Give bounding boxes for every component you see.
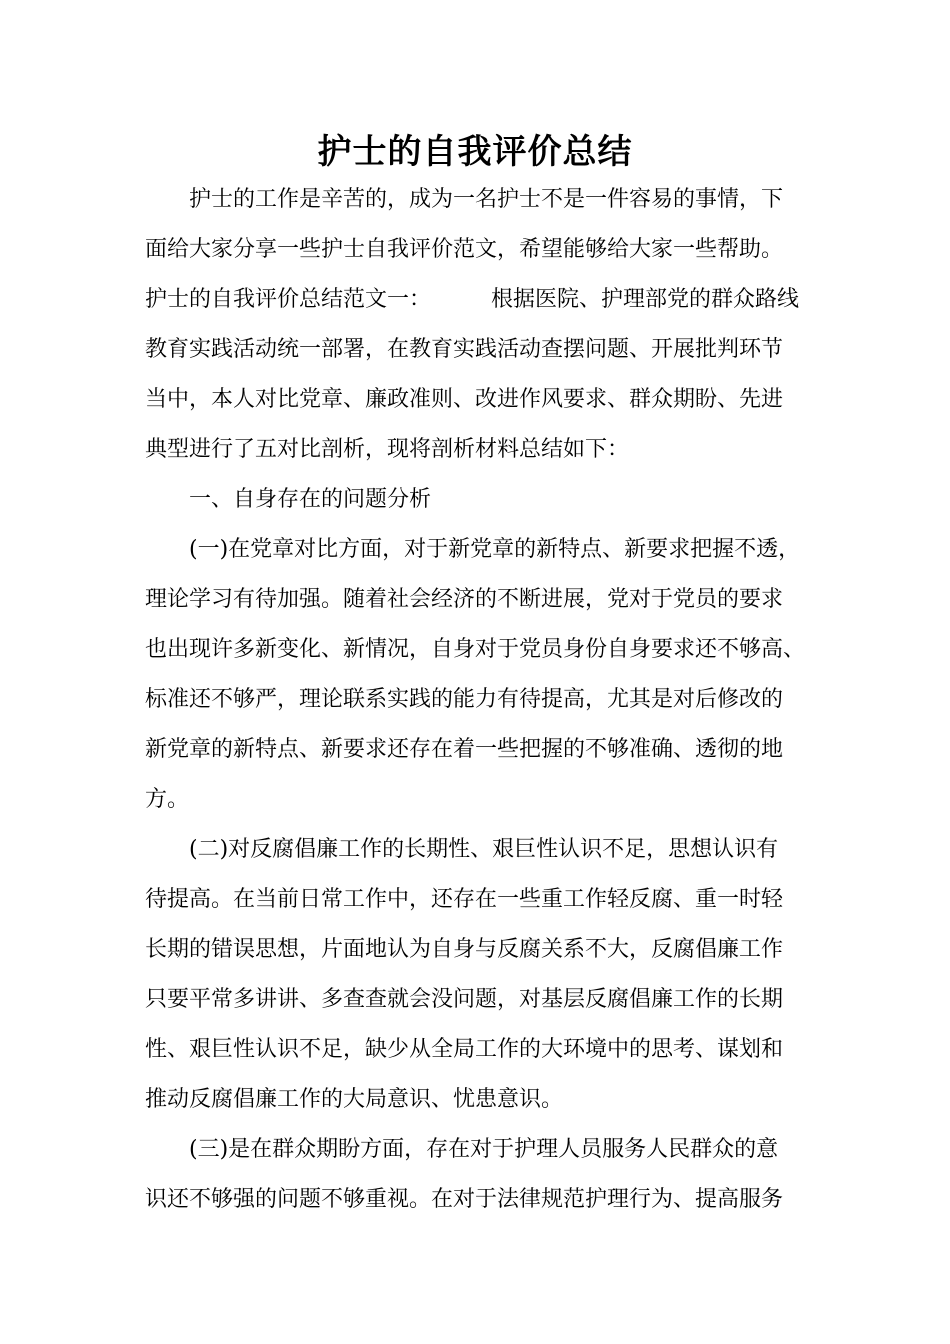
text-line: 新党章的新特点、新要求还存在着一些把握的不够准确、透彻的地 [145, 737, 784, 762]
section-heading: 一、自身存在的问题分析 [189, 487, 432, 512]
text-line: (二)对反腐倡廉工作的长期性、艰巨性认识不足，思想认识有 [189, 837, 779, 862]
text-line: 也出现许多新变化、新情况，自身对于党员身份自身要求还不够高、 [145, 637, 806, 662]
text-span: 根据医院、护理部党的群众路线 [491, 287, 800, 312]
text-line: 教育实践活动统一部署，在教育实践活动查摆问题、开展批判环节 [145, 337, 784, 362]
text-line: 方。 [145, 787, 190, 812]
text-line: 典型进行了五对比剖析，现将剖析材料总结如下： [145, 437, 630, 462]
text-line: 标准还不够严，理论联系实践的能力有待提高，尤其是对后修改的 [145, 687, 784, 712]
text-line-mixed [145, 275, 825, 325]
text-line: 护士的工作是辛苦的，成为一名护士不是一件容易的事情，下 [189, 187, 784, 212]
text-line: 面给大家分享一些护士自我评价范文，希望能够给大家一些帮助。 [145, 237, 784, 262]
text-line: 只要平常多讲讲、多查查就会没问题，对基层反腐倡廉工作的长期 [145, 987, 784, 1012]
text-line: 理论学习有待加强。随着社会经济的不断进展，党对于党员的要求 [145, 587, 784, 612]
text-line: 长期的错误思想，片面地认为自身与反腐关系不大，反腐倡廉工作 [145, 937, 784, 962]
document-body [145, 175, 825, 1225]
text-line: 当中，本人对比党章、廉政准则、改进作风要求、群众期盼、先进 [145, 387, 784, 412]
text-line: (三)是在群众期盼方面，存在对于护理人员服务人民群众的意 [189, 1137, 779, 1162]
document-title: 护士的自我评价总结 [317, 132, 633, 172]
text-line: 识还不够强的问题不够重视。在对于法律规范护理行为、提高服务 [145, 1187, 784, 1212]
text-line: 性、艰巨性认识不足，缺少从全局工作的大环境中的思考、谋划和 [145, 1037, 784, 1062]
text-line: (一)在党章对比方面，对于新党章的新特点、新要求把握不透， [189, 537, 801, 562]
text-line: 待提高。在当前日常工作中，还存在一些重工作轻反腐、重一时轻 [145, 887, 784, 912]
section-heading: 护士的自我评价总结范文一： [145, 287, 432, 312]
text-line: 推动反腐倡廉工作的大局意识、忧患意识。 [145, 1087, 564, 1112]
